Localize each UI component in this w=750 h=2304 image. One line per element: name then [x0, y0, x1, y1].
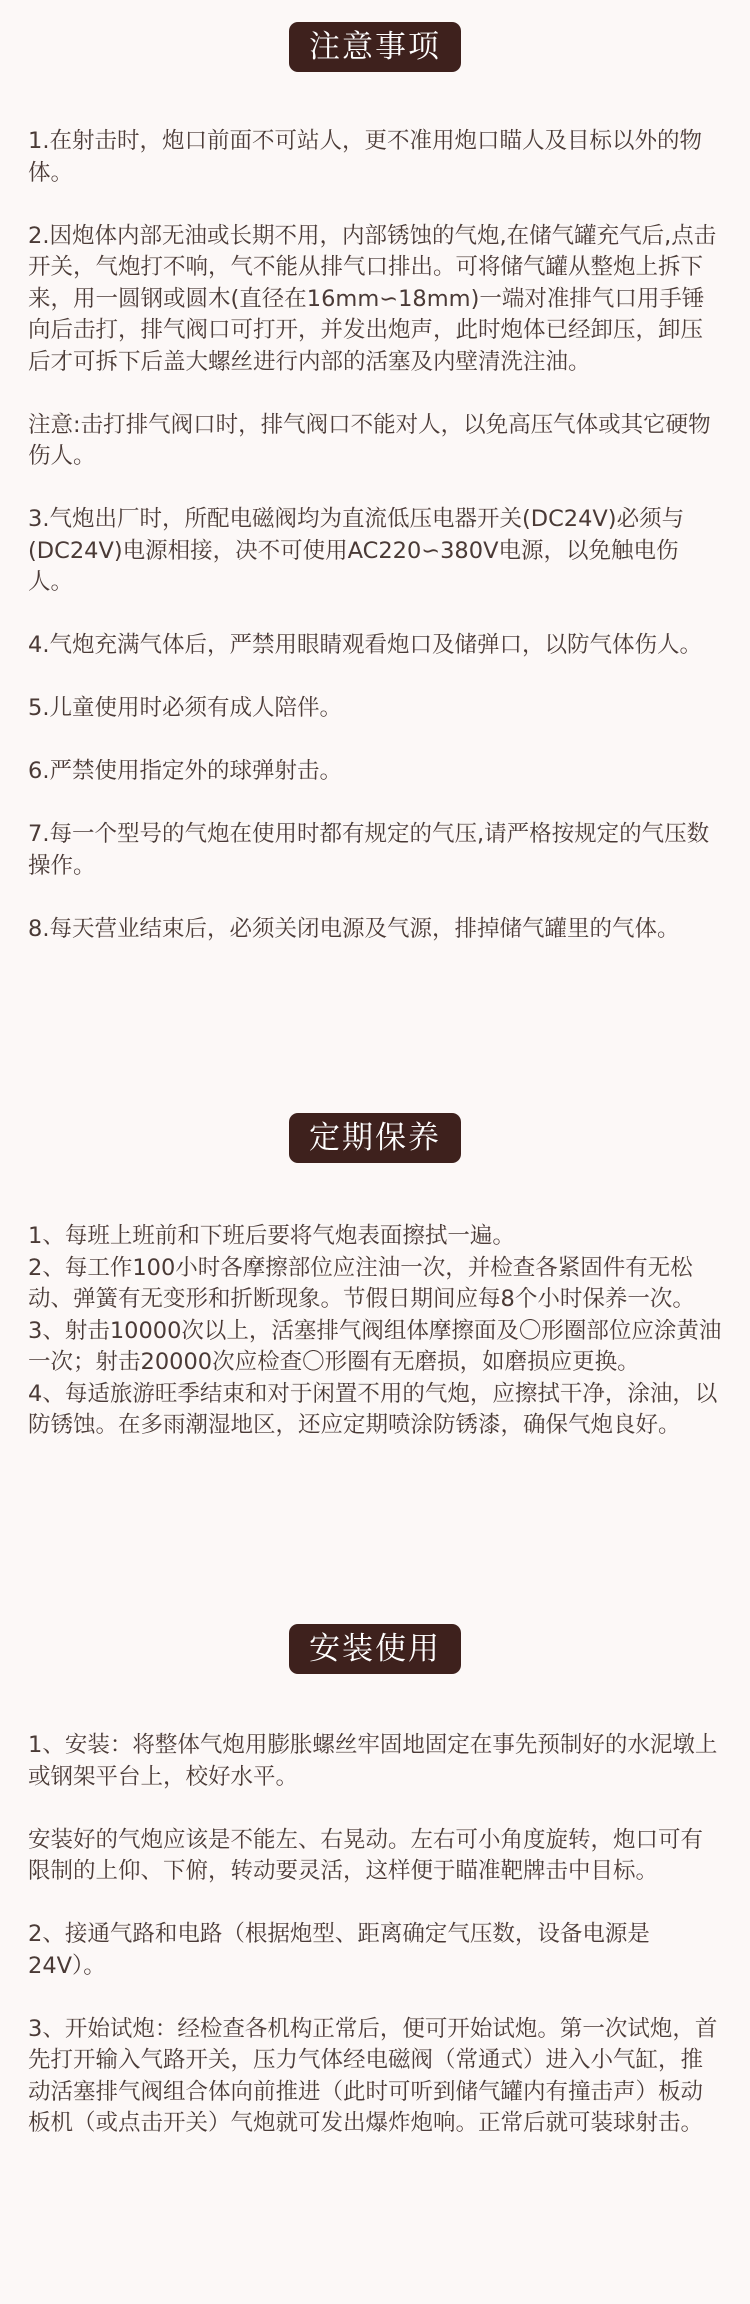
- maintenance-item-2: 2、每工作100小时各摩擦部位应注油一次，并检查各紧固件有无松动、弹簧有无变形和折断现象。节假日期间应每8个小时保养一次。: [28, 1254, 695, 1312]
- installation-header: [0, 1624, 750, 1674]
- maintenance-body: [28, 1221, 722, 1442]
- notice-item-5: 5.儿童使用时必须有成人陪伴。: [28, 695, 342, 721]
- notice-item-7: 7.每一个型号的气炮在使用时都有规定的气压,请严格按规定的气压数操作。: [28, 821, 710, 879]
- notice-item-2: 2.因炮体内部无油或长期不用，内部锈蚀的气炮,在储气罐充气后,点击开关，气炮打不响，气不能从排气口排出。可将储气罐从整炮上拆下来，用一圆钢或圆木(直径在16mm∽18mm)一端对准排气口用手锤向后击打，排气阀口可打开，并发出炮声，此时炮体已经卸压，卸压后才可拆下后盖大螺丝进行内部的活塞及内壁清洗注油。: [28, 222, 717, 375]
- installation-body: [28, 1730, 722, 2140]
- installation-note: 安装好的气炮应该是不能左、右晃动。左右可小角度旋转，炮口可有限制的上仰、下俯，转动要灵活，这样便于瞄准靶牌击中目标。: [28, 1826, 704, 1884]
- notice-title: 注意事项: [289, 22, 461, 72]
- installation-item-2: 2、接通气路和电路（根据炮型、距离确定气压数，设备电源是24V）。: [28, 1921, 650, 1979]
- notice-item-4: 4.气炮充满气体后，严禁用眼睛观看炮口及储弹口，以防气体伤人。: [28, 632, 702, 658]
- notice-warning: 注意:击打排气阀口时，排气阀口不能对人，以免高压气体或其它硬物伤人。: [28, 411, 711, 469]
- notice-item-8: 8.每天营业结束后，必须关闭电源及气源，排掉储气罐里的气体。: [28, 915, 680, 942]
- notice-body: [28, 126, 722, 945]
- notice-item-3: 3.气炮出厂时，所配电磁阀均为直流低压电器开关(DC24V)必须与(DC24V)电源相接，决不可使用AC220∽380V电源，以免触电伤人。: [28, 506, 685, 595]
- notice-item-1: 1.在射击时，炮口前面不可站人，更不准用炮口瞄人及目标以外的物体。: [28, 128, 702, 186]
- notice-header: [0, 22, 750, 72]
- notice-item-6: 6.严禁使用指定外的球弹射击。: [28, 758, 342, 784]
- maintenance-title: 定期保养: [289, 1113, 461, 1163]
- maintenance-item-1: 1、每班上班前和下班后要将气炮表面擦拭一遍。: [28, 1223, 515, 1249]
- maintenance-header: [0, 1113, 750, 1163]
- maintenance-item-4: 4、每适旅游旺季结束和对于闲置不用的气炮，应擦拭干净，涂油，以防锈蚀。在多雨潮湿地区，还应定期喷涂防锈漆，确保气炮良好。: [28, 1380, 718, 1438]
- installation-item-3: 3、开始试炮：经检查各机构正常后，便可开始试炮。第一次试炮，首先打开输入气路开关，压力气体经电磁阀（常通式）进入小气缸，推动活塞排气阀组合体向前推进（此时可听到储气罐内有撞击声）板动板机（或点击开关）气炮就可发出爆炸炮响。正常后就可装球射击。: [28, 2015, 718, 2136]
- maintenance-item-3: 3、射击10000次以上，活塞排气阀组体摩擦面及〇形圈部位应涂黄油一次；射击20000次应检查〇形圈有无磨损，如磨损应更换。: [28, 1317, 722, 1375]
- installation-item-1: 1、安装：将整体气炮用膨胀螺丝牢固地固定在事先预制好的水泥墩上或钢架平台上，校好水平。: [28, 1732, 718, 1790]
- installation-title: 安装使用: [289, 1624, 461, 1674]
